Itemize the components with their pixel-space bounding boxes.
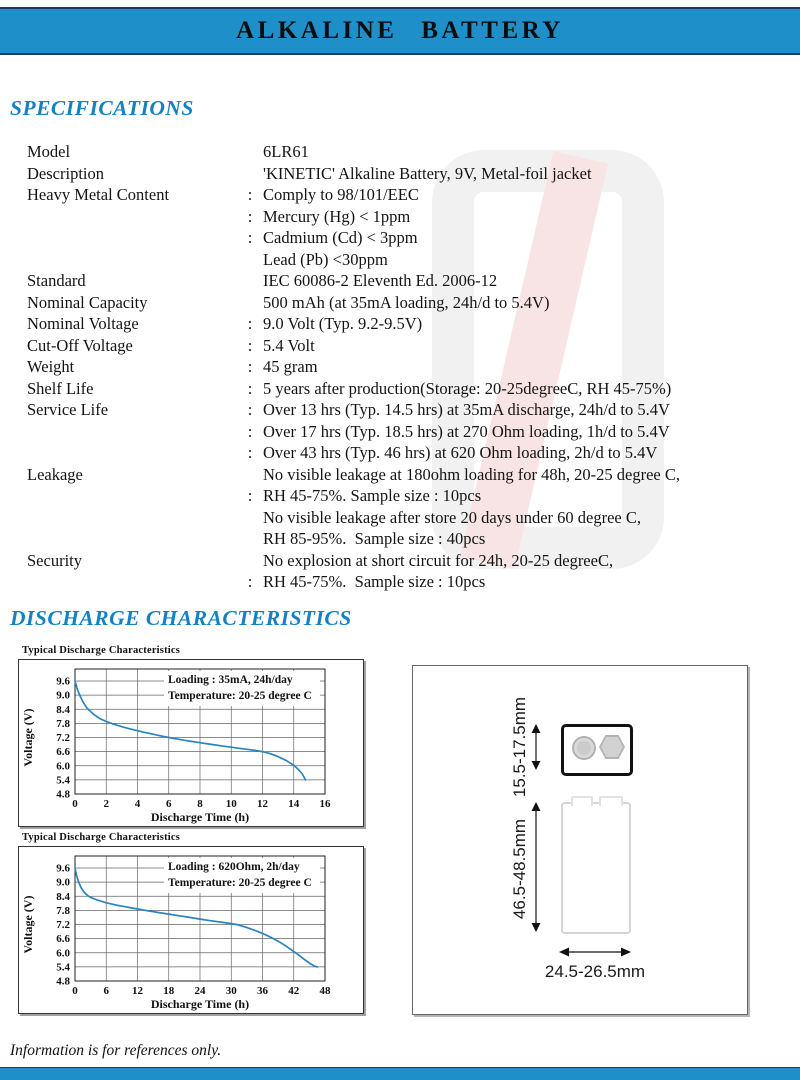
spec-label <box>27 249 237 271</box>
battery-top-view <box>561 724 633 776</box>
svg-text:Voltage (V): Voltage (V) <box>21 895 35 954</box>
spec-value: 45 gram <box>263 357 318 376</box>
spec-row <box>27 464 789 486</box>
spec-label <box>27 507 237 529</box>
spec-row <box>27 571 789 593</box>
svg-text:6.6: 6.6 <box>56 933 70 946</box>
spec-colon: : <box>247 335 253 355</box>
svg-text:9.0: 9.0 <box>56 689 70 702</box>
svg-text:6.0: 6.0 <box>56 947 70 960</box>
discharge-chart-35mA <box>18 645 364 827</box>
spec-value: IEC 60086-2 Eleventh Ed. 2006-12 <box>263 271 498 290</box>
spec-label: Description <box>27 163 104 183</box>
svg-text:12: 12 <box>132 985 143 997</box>
spec-row <box>27 335 789 357</box>
spec-label: Security <box>27 550 82 570</box>
svg-text:4: 4 <box>134 798 141 810</box>
svg-text:10: 10 <box>225 798 237 810</box>
spec-value: 9.0 Volt (Typ. 9.2-9.5V) <box>263 314 423 333</box>
svg-text:9.6: 9.6 <box>56 675 70 688</box>
spec-label: Service Life <box>27 400 109 419</box>
spec-value: RH 45-75%. Sample size : 10pcs <box>263 572 486 591</box>
height-arrow-front-view <box>530 802 542 932</box>
svg-text:6.6: 6.6 <box>56 746 70 759</box>
spec-label <box>27 528 237 550</box>
spec-colon <box>237 163 263 185</box>
spec-row <box>27 292 789 314</box>
spec-label: Leakage <box>27 464 83 484</box>
spec-value: RH 45-75%. Sample size : 10pcs <box>263 486 482 505</box>
spec-row <box>27 421 789 443</box>
chart-plot-area <box>18 659 364 827</box>
spec-row <box>27 270 789 292</box>
spec-value: No explosion at short circuit for 24h, 20-25 degreeC, <box>263 550 614 570</box>
spec-value: Over 17 hrs (Typ. 18.5 hrs) at 270 Ohm loading, 1h/d to 5.4V <box>263 421 670 441</box>
svg-text:7.2: 7.2 <box>56 919 70 931</box>
spec-row <box>27 507 789 529</box>
spec-label <box>27 206 237 228</box>
header-bar <box>0 9 800 55</box>
svg-text:Discharge Time (h): Discharge Time (h) <box>150 810 250 824</box>
negative-terminal-icon <box>572 736 596 760</box>
spec-value: 5.4 Volt <box>263 335 315 355</box>
spec-label <box>27 485 237 507</box>
svg-text:9.6: 9.6 <box>56 862 70 875</box>
top-view-height-label: 15.5-17.5mm <box>510 696 529 798</box>
spec-colon <box>237 528 263 550</box>
spec-row <box>27 313 789 335</box>
spec-value: No visible leakage at 180ohm loading for 48h, 20-25 degree C, <box>263 464 680 484</box>
svg-text:7.8: 7.8 <box>56 904 70 917</box>
spec-value: Lead (Pb) <30ppm <box>263 249 388 269</box>
footer-note: Information is for references only. <box>10 1042 222 1059</box>
front-view-height-label: 46.5-48.5mm <box>510 818 529 920</box>
spec-colon: : <box>247 185 253 204</box>
width-label: 24.5-26.5mm <box>544 962 646 981</box>
svg-text:7.2: 7.2 <box>56 732 70 744</box>
spec-label <box>27 442 237 464</box>
svg-text:48: 48 <box>319 985 331 997</box>
spec-colon: : <box>247 314 253 333</box>
spec-row <box>27 550 789 572</box>
svg-text:Discharge Time (h): Discharge Time (h) <box>150 997 250 1011</box>
spec-colon: : <box>247 421 253 441</box>
spec-colon: : <box>247 486 253 505</box>
spec-colon <box>237 507 263 529</box>
spec-value: No visible leakage after store 20 days under 60 degree C, <box>263 507 641 527</box>
svg-text:42: 42 <box>288 985 300 997</box>
svg-text:0: 0 <box>72 985 78 997</box>
chart-title: Typical Discharge Characteristics <box>22 832 181 843</box>
spec-row <box>27 442 789 464</box>
spec-label: Nominal Voltage <box>27 314 139 333</box>
spec-colon: : <box>247 443 253 462</box>
svg-text:Temperature: 20-25 degree C: Temperature: 20-25 degree C <box>168 690 312 702</box>
spec-colon: : <box>247 572 253 591</box>
positive-terminal-icon <box>599 735 625 759</box>
spec-colon <box>237 292 263 314</box>
svg-text:30: 30 <box>225 985 237 997</box>
svg-text:36: 36 <box>257 985 268 997</box>
spec-label: Shelf Life <box>27 378 94 398</box>
spec-row <box>27 227 789 249</box>
svg-text:18: 18 <box>163 985 175 997</box>
chart-svg <box>19 660 361 824</box>
svg-text:2: 2 <box>103 798 109 810</box>
spec-colon: : <box>247 357 253 376</box>
spec-colon <box>237 270 263 292</box>
svg-text:Temperature: 20-25 degree C: Temperature: 20-25 degree C <box>168 877 312 889</box>
svg-text:Loading : 35mA, 24h/day: Loading : 35mA, 24h/day <box>168 674 293 686</box>
spec-value: 'KINETIC' Alkaline Battery, 9V, Metal-foil jacket <box>263 163 592 183</box>
svg-text:8.4: 8.4 <box>56 703 70 716</box>
specifications-table <box>27 141 789 593</box>
spec-colon <box>237 464 263 486</box>
svg-text:12: 12 <box>257 798 268 810</box>
spec-label <box>27 571 237 593</box>
spec-label: Weight <box>27 357 75 376</box>
spec-value: Cadmium (Cd) < 3ppm <box>263 228 418 247</box>
svg-text:14: 14 <box>288 798 300 810</box>
terminal-bump-icon <box>599 796 623 806</box>
spec-value: Over 43 hrs (Typ. 46 hrs) at 620 Ohm loading, 2h/d to 5.4V <box>263 443 658 462</box>
spec-label: Standard <box>27 271 86 290</box>
spec-value: Over 13 hrs (Typ. 14.5 hrs) at 35mA discharge, 24h/d to 5.4V <box>263 400 670 419</box>
spec-label: Cut-Off Voltage <box>27 335 133 355</box>
battery-front-view <box>561 802 631 934</box>
specifications-heading: SPECIFICATIONS <box>10 96 194 120</box>
svg-text:4.8: 4.8 <box>56 975 70 988</box>
spec-label: Nominal Capacity <box>27 292 148 312</box>
svg-text:6: 6 <box>103 985 109 997</box>
spec-value: 5 years after production(Storage: 20-25degreeC, RH 45-75%) <box>263 378 672 398</box>
terminal-bump-icon <box>571 796 593 806</box>
spec-colon: : <box>247 206 253 226</box>
spec-row <box>27 184 789 206</box>
svg-text:8: 8 <box>197 798 203 810</box>
svg-text:9.0: 9.0 <box>56 876 70 889</box>
discharge-chart-620Ohm <box>18 832 364 1014</box>
svg-text:24: 24 <box>194 985 206 997</box>
svg-text:5.4: 5.4 <box>56 774 70 787</box>
spec-value: Comply to 98/101/EEC <box>263 185 419 204</box>
spec-row <box>27 378 789 400</box>
chart-svg <box>19 847 361 1011</box>
svg-text:4.8: 4.8 <box>56 788 70 801</box>
svg-text:16: 16 <box>319 798 331 810</box>
svg-text:0: 0 <box>72 798 78 810</box>
spec-row <box>27 206 789 228</box>
height-arrow-top-view <box>530 724 542 770</box>
spec-colon: : <box>247 378 253 398</box>
spec-label <box>27 227 237 249</box>
spec-colon <box>237 249 263 271</box>
chart-title: Typical Discharge Characteristics <box>22 645 181 656</box>
svg-text:5.4: 5.4 <box>56 961 70 974</box>
spec-value: 500 mAh (at 35mA loading, 24h/d to 5.4V) <box>263 292 550 312</box>
spec-colon: : <box>247 400 253 419</box>
spec-colon <box>237 141 263 163</box>
footer-bar <box>0 1067 800 1080</box>
spec-row <box>27 356 789 378</box>
spec-label: Heavy Metal Content <box>27 185 170 204</box>
spec-label: Model <box>27 142 71 161</box>
chart-plot-area <box>18 846 364 1014</box>
spec-colon: : <box>247 228 253 247</box>
svg-text:8.4: 8.4 <box>56 890 70 903</box>
spec-value: Mercury (Hg) < 1ppm <box>263 206 411 226</box>
spec-colon <box>237 550 263 572</box>
svg-text:Voltage (V): Voltage (V) <box>21 708 35 767</box>
svg-text:6: 6 <box>166 798 172 810</box>
svg-text:Loading : 620Ohm, 2h/day: Loading : 620Ohm, 2h/day <box>168 861 300 873</box>
spec-row <box>27 163 789 185</box>
spec-row <box>27 528 789 550</box>
spec-row <box>27 249 789 271</box>
svg-text:6.0: 6.0 <box>56 760 70 773</box>
width-arrow <box>559 946 631 958</box>
spec-value: RH 85-95%. Sample size : 40pcs <box>263 529 486 548</box>
spec-row <box>27 399 789 421</box>
battery-dimensions-panel <box>412 665 748 1015</box>
spec-value: 6LR61 <box>263 142 309 161</box>
page-title: ALKALINE BATTERY <box>236 17 564 44</box>
spec-row <box>27 141 789 163</box>
svg-text:7.8: 7.8 <box>56 717 70 730</box>
spec-label <box>27 421 237 443</box>
discharge-heading: DISCHARGE CHARACTERISTICS <box>10 606 352 630</box>
spec-row <box>27 485 789 507</box>
